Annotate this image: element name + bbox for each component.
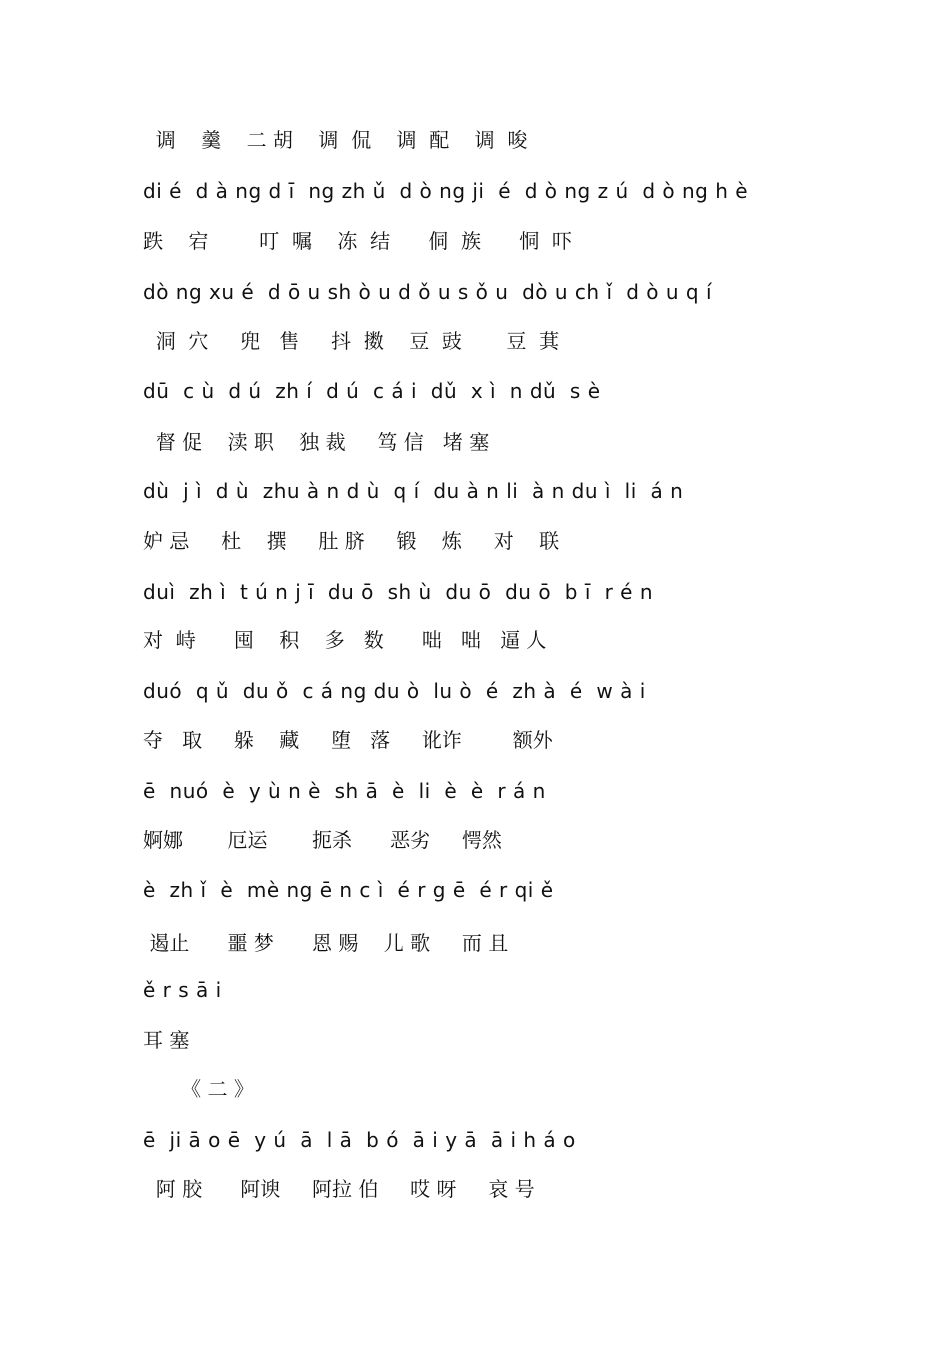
pinyin-line-7: ē nuó è y ù n è sh ā è li è è r á n <box>143 779 546 803</box>
pinyin-line-2: dò ng xu é d ō u sh ò u d ǒ u s ǒ u dò u ch ǐ d ò u q í <box>143 280 713 304</box>
hanzi-line-1: 调 羹 二 胡 调 侃 调 配 调 唆 <box>143 128 528 152</box>
hanzi-line-5: 妒 忌 杜 撰 肚 脐 锻 炼 对 联 <box>143 529 560 553</box>
pinyin-line-5: duì zh ì t ú n j ī du ō sh ù du ō du ō b ī r é n <box>143 580 654 604</box>
pinyin-line-8: è zh ǐ è mè ng ē n c ì é r g ē é r qi ě <box>143 878 554 902</box>
hanzi-line-11: 阿 胶 阿谀 阿拉 伯 哎 呀 哀 号 <box>143 1177 535 1201</box>
hanzi-line-6: 对 峙 囤 积 多 数 咄 咄 逼 人 <box>143 628 547 652</box>
hanzi-line-4: 督 促 渎 职 独 裁 笃 信 堵 塞 <box>143 430 490 454</box>
hanzi-line-3: 洞 穴 兜 售 抖 擞 豆 豉 豆 萁 <box>143 329 560 353</box>
hanzi-line-7: 夺 取 躲 藏 堕 落 讹诈 额外 <box>143 728 553 752</box>
hanzi-line-2: 跌 宕 叮 嘱 冻 结 侗 族 恫 吓 <box>143 229 572 253</box>
pinyin-line-3: dū c ù d ú zh í d ú c á i dǔ x ì n dǔ s è <box>143 379 601 403</box>
section-heading: 《 二 》 <box>143 1077 254 1101</box>
pinyin-line-1: di é d à ng d ī ng zh ǔ d ò ng ji é d ò ng z ú d ò ng h è <box>143 179 749 203</box>
pinyin-line-10: ē ji ā o ē y ú ā l ā b ó ā i y ā ā i h á o <box>143 1128 576 1152</box>
hanzi-line-8: 婀娜 厄运 扼杀 恶劣 愕然 <box>143 828 502 852</box>
pinyin-line-4: dù j ì d ù zhu à n d ù q í du à n li à n du ì li á n <box>143 479 684 503</box>
hanzi-line-9: 遏止 噩 梦 恩 赐 儿 歌 而 且 <box>143 931 509 955</box>
pinyin-line-9: ě r s ā i <box>143 978 222 1002</box>
hanzi-line-10: 耳 塞 <box>143 1028 190 1052</box>
pinyin-line-6: duó q ǔ du ǒ c á ng du ò lu ò é zh à é w à i <box>143 679 646 703</box>
